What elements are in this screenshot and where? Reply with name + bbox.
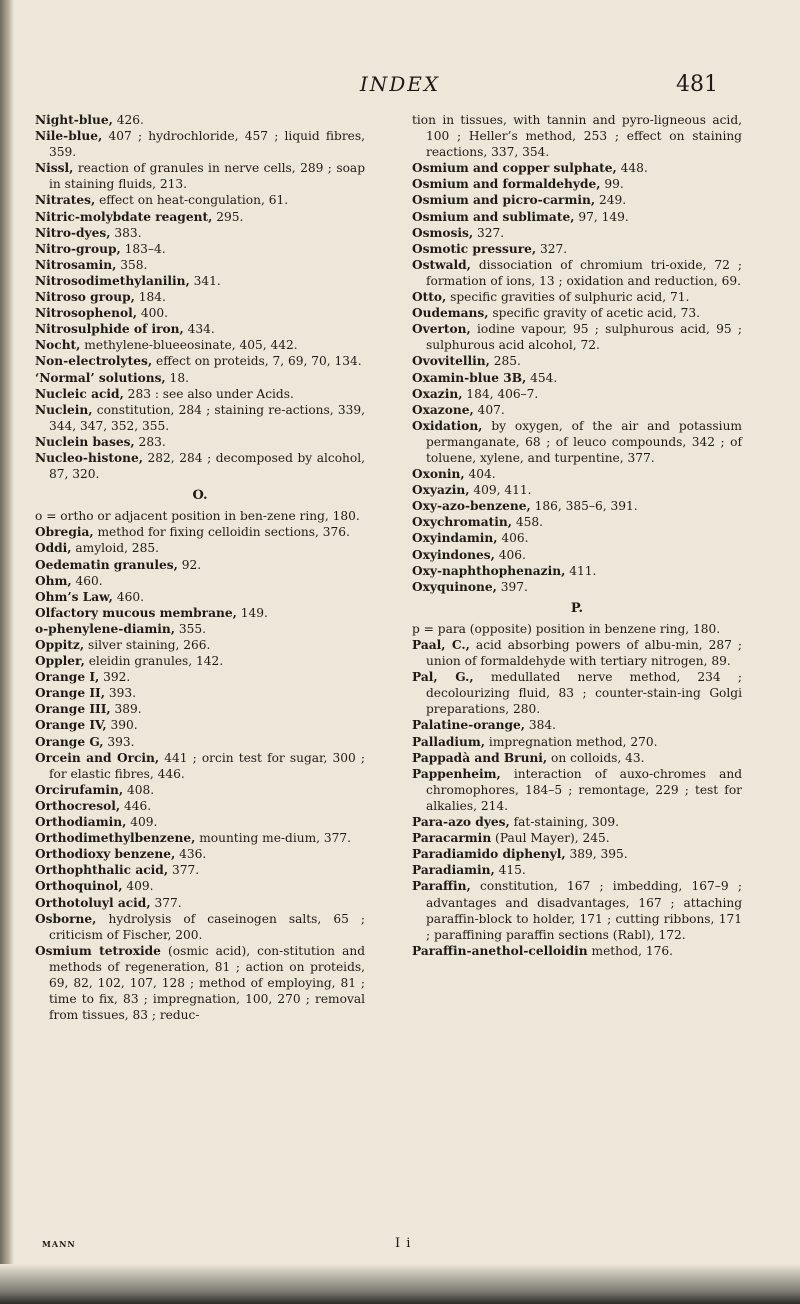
- index-term: Night-blue,: [35, 113, 113, 127]
- index-entry: [35, 209, 365, 225]
- index-references: 377.: [150, 895, 182, 910]
- index-references: effect on heat-congulation, 61.: [95, 193, 289, 208]
- index-term: Non-electrolytes,: [35, 354, 153, 369]
- index-entry: [35, 878, 365, 894]
- index-references: 404.: [464, 467, 496, 482]
- index-entry: [35, 192, 365, 208]
- index-term: Oedematin granules,: [35, 557, 178, 572]
- gathering-mark: I i: [395, 1236, 412, 1251]
- index-entry: [412, 734, 742, 750]
- index-references: specific gravities of sulphuric acid, 71.: [446, 290, 690, 305]
- index-term: Paraffin,: [412, 879, 471, 894]
- index-entry: [35, 685, 365, 701]
- index-entry: [35, 621, 365, 637]
- index-entry: [412, 766, 742, 814]
- index-entry: [412, 750, 742, 766]
- index-references: o = ortho or adjacent position in ben-zene ring, 180.: [35, 509, 360, 524]
- index-references: on colloids, 43.: [547, 750, 645, 765]
- index-entry: [412, 862, 742, 878]
- index-term: Orange I,: [35, 670, 100, 685]
- index-term: Otto,: [412, 290, 447, 305]
- index-term: Orange IV,: [35, 718, 107, 733]
- index-entry: [35, 241, 365, 257]
- index-term: Orcirufamin,: [35, 782, 124, 797]
- index-term: Olfactory mucous membrane,: [35, 605, 237, 620]
- index-letter-heading: O.: [192, 488, 208, 504]
- index-references: 397.: [496, 579, 528, 594]
- index-term: Nitro-group,: [35, 241, 121, 256]
- index-term: Oudemans,: [412, 306, 489, 321]
- index-term: Osmium and copper sulphate,: [412, 161, 617, 176]
- page-number: 481: [676, 72, 718, 97]
- index-term: Orange III,: [35, 702, 111, 717]
- index-references: 407.: [473, 402, 505, 417]
- index-references: interaction of auxo-chromes and chromophores, 184–5 ; remontage, 229 ; test for alkalies, 214.: [426, 766, 742, 813]
- index-term: Paradiamin,: [412, 863, 495, 878]
- index-references: 377.: [168, 863, 200, 878]
- index-entry: [35, 337, 365, 353]
- index-term: Paal, C.,: [412, 638, 470, 652]
- index-term: Orthotoluyl acid,: [35, 895, 151, 910]
- index-term: Nucleic acid,: [35, 386, 124, 401]
- index-entry: [35, 508, 365, 524]
- index-entry: [412, 514, 742, 530]
- index-term: Oxy-naphthophenazin,: [412, 563, 566, 578]
- index-term: Orthophthalic acid,: [35, 863, 169, 878]
- index-entry: [35, 557, 365, 573]
- index-entry: [412, 241, 742, 257]
- index-term: Ovovitellin,: [412, 354, 490, 369]
- index-term: Pappadà and Bruni,: [412, 750, 548, 765]
- index-references: constitution, 284 ; staining re-actions, 339, 344, 347, 352, 355.: [49, 402, 365, 433]
- index-term: Nucleo-histone,: [35, 450, 143, 465]
- index-entry: [412, 225, 742, 241]
- index-references: 18.: [165, 370, 189, 385]
- index-entry: [35, 386, 365, 402]
- index-term: Paracarmin: [412, 831, 492, 846]
- index-term: Nitrosodimethylanilin,: [35, 273, 190, 288]
- index-references: 149.: [236, 605, 268, 620]
- index-term: Ostwald,: [412, 257, 471, 272]
- page-header: [0, 72, 800, 102]
- index-entry: [35, 257, 365, 273]
- index-references: effect on proteids, 7, 69, 70, 134.: [152, 354, 362, 369]
- index-references: 341.: [189, 273, 221, 288]
- index-entry: [412, 637, 742, 669]
- index-entry: [412, 943, 742, 959]
- index-entry: [412, 112, 742, 160]
- index-references: 441 ; orcin test for sugar, 300 ; for elastic fibres, 446.: [49, 750, 365, 781]
- index-term: Oxonin,: [412, 467, 465, 482]
- index-references: (osmic acid), con-stitution and methods of regeneration, 81 ; action on proteids, 69, 82, 102, 107, 128 ; method of employing, 81 ; time to fix, 83 ; impregnation, 100, 270 ; removal from tissues, 83 ; reduc-: [49, 943, 365, 1023]
- index-entry: [35, 734, 365, 750]
- index-entry: [412, 846, 742, 862]
- index-entry: [35, 434, 365, 450]
- index-references: fat-staining, 309.: [509, 815, 620, 830]
- index-entry: [35, 750, 365, 782]
- index-references: constitution, 167 ; imbedding, 167–9 ; advantages and disadvantages, 167 ; attaching paraffin-block to holder, 171 ; cutting ribbons, 171 ; paraffining paraffin sections (Rabl), 172.: [426, 879, 742, 942]
- index-references: methylene-blueeosinate, 405, 442.: [80, 338, 298, 353]
- index-entry: [35, 717, 365, 733]
- index-entry: [412, 176, 742, 192]
- index-term: Oxazone,: [412, 402, 474, 417]
- index-references: 409, 411.: [469, 483, 532, 498]
- index-entry: [35, 943, 365, 1023]
- index-references: 355.: [175, 621, 207, 636]
- index-references: 383.: [110, 225, 142, 240]
- index-entry: [35, 895, 365, 911]
- index-references: method for fixing celloidin sections, 376.: [93, 525, 350, 540]
- index-entry: [412, 353, 742, 369]
- index-entry: [412, 321, 742, 353]
- index-references: 358.: [116, 257, 148, 272]
- index-entry: [35, 814, 365, 830]
- index-term: Ohm’s Law,: [35, 589, 113, 604]
- index-term: Oxy-azo-benzene,: [412, 499, 531, 514]
- index-entry: [412, 257, 742, 289]
- index-term: Orthocresol,: [35, 798, 121, 813]
- index-references: 392.: [99, 670, 131, 685]
- index-term: Osborne,: [35, 911, 97, 926]
- index-term: Pal, G.,: [412, 670, 474, 685]
- index-references: p = para (opposite) position in benzene ring, 180.: [412, 621, 721, 636]
- index-term: Oxamin-blue 3B,: [412, 370, 527, 385]
- index-references: 99.: [600, 177, 624, 192]
- index-entry: [35, 782, 365, 798]
- index-term: Orthodioxy benzene,: [35, 847, 176, 862]
- index-references: 249.: [595, 193, 627, 208]
- index-term: Nitrates,: [35, 193, 96, 208]
- index-term: Oxazin,: [412, 386, 463, 401]
- index-entry: [35, 911, 365, 943]
- index-references: 327.: [536, 241, 568, 256]
- index-entry: [412, 563, 742, 579]
- index-references: 409.: [126, 815, 158, 830]
- index-entry: [35, 402, 365, 434]
- index-entry: [412, 878, 742, 942]
- index-references: 389, 395.: [565, 847, 628, 862]
- index-term: Oxidation,: [412, 418, 483, 433]
- index-entry: [412, 370, 742, 386]
- index-references: eleidin granules, 142.: [84, 654, 224, 669]
- index-term: Palladium,: [412, 734, 486, 749]
- index-references: medullated nerve method, 234 ; decolourizing fluid, 83 ; counter-stain-ing Golgi preparations, 280.: [426, 670, 742, 717]
- index-references: 393.: [103, 734, 135, 749]
- index-references: 407 ; hydrochloride, 457 ; liquid fibres, 359.: [49, 129, 365, 160]
- index-term: Nitrosamin,: [35, 257, 117, 272]
- index-term: Overton,: [412, 322, 471, 337]
- index-entry: [412, 160, 742, 176]
- index-references: 415.: [494, 863, 526, 878]
- index-entry: [35, 305, 365, 321]
- index-references: dissociation of chromium tri-oxide, 72 ; formation of ions, 13 ; oxidation and reduction, 69.: [426, 257, 742, 288]
- index-references: acid absorbing powers of albu-min, 287 ; union of formaldehyde with tertiary nitrogen, 89.: [426, 638, 743, 669]
- index-term: Oxyquinone,: [412, 579, 497, 594]
- index-entry: [412, 209, 742, 225]
- index-entry: [412, 192, 742, 208]
- index-references: 434.: [183, 322, 215, 337]
- index-references: 426.: [112, 113, 144, 127]
- index-references: mounting me-dium, 377.: [195, 831, 352, 846]
- index-references: 436.: [175, 847, 207, 862]
- index-references: reaction of granules in nerve cells, 289 ; soap in staining fluids, 213.: [49, 161, 365, 192]
- index-entry: [412, 498, 742, 514]
- index-references: method, 176.: [587, 943, 674, 958]
- index-references: impregnation method, 270.: [485, 734, 658, 749]
- index-term: Orthoquinol,: [35, 879, 123, 894]
- index-entry: [412, 482, 742, 498]
- index-references: 390.: [106, 718, 138, 733]
- index-term: Orthodimethylbenzene,: [35, 831, 196, 846]
- index-term: Oxyindones,: [412, 547, 495, 562]
- index-term: ‘Normal’ solutions,: [35, 370, 166, 385]
- index-entry: [35, 353, 365, 369]
- index-entry: [412, 579, 742, 595]
- index-entry: [35, 273, 365, 289]
- index-references: 406.: [494, 547, 526, 562]
- index-entry: [412, 402, 742, 418]
- index-references: 97, 149.: [574, 209, 629, 224]
- index-term: Osmium and picro-carmin,: [412, 193, 596, 208]
- index-term: Nitroso group,: [35, 290, 135, 305]
- index-entry: [35, 589, 365, 605]
- index-references: 446.: [120, 798, 152, 813]
- index-entry: [35, 862, 365, 878]
- index-references: (Paul Mayer), 245.: [491, 831, 610, 846]
- index-entry: [35, 321, 365, 337]
- index-references: 186, 385–6, 391.: [530, 499, 638, 514]
- index-term: Nitrosophenol,: [35, 306, 137, 321]
- index-references: 285.: [489, 354, 521, 369]
- index-entry: [412, 547, 742, 563]
- index-references: tion in tissues, with tannin and pyro-ligneous acid, 100 ; Heller’s method, 253 ; effect on staining reactions, 337, 354.: [412, 113, 742, 160]
- index-term: Osmium and formaldehyde,: [412, 177, 601, 192]
- index-entry: [35, 669, 365, 685]
- running-title: INDEX: [359, 72, 441, 96]
- index-entry: [35, 846, 365, 862]
- index-term: Osmium tetroxide: [35, 943, 161, 958]
- index-term: Nitro-dyes,: [35, 225, 111, 240]
- index-entry: [412, 621, 742, 637]
- index-term: Orange II,: [35, 686, 105, 701]
- index-term: Para-azo dyes,: [412, 815, 510, 830]
- index-references: 411.: [565, 563, 597, 578]
- index-entry: [35, 605, 365, 621]
- index-entry: [412, 814, 742, 830]
- index-entry: [35, 653, 365, 669]
- index-references: 295.: [212, 209, 244, 224]
- index-references: 460.: [71, 573, 103, 588]
- index-column-left: [35, 112, 365, 1023]
- index-entry: [35, 225, 365, 241]
- index-entry: [412, 386, 742, 402]
- index-references: silver staining, 266.: [84, 638, 211, 652]
- index-entry: [35, 112, 365, 128]
- index-entry: [35, 540, 365, 556]
- index-term: o-phenylene-diamin,: [35, 621, 176, 636]
- index-term: Orange G,: [35, 734, 104, 749]
- index-references: amyloid, 285.: [71, 541, 159, 556]
- index-references: 409.: [122, 879, 154, 894]
- index-column-right: [412, 112, 742, 959]
- index-entry: [35, 573, 365, 589]
- book-spine-shadow: [0, 0, 14, 1304]
- index-references: 460.: [112, 589, 144, 604]
- index-references: 406.: [497, 531, 529, 546]
- index-term: Palatine-orange,: [412, 718, 526, 733]
- index-term: Obregia,: [35, 525, 94, 540]
- index-entry: [35, 798, 365, 814]
- index-term: Oppitz,: [35, 638, 85, 652]
- index-entry: [412, 669, 742, 717]
- index-entry: [35, 370, 365, 386]
- index-term: Ohm,: [35, 573, 72, 588]
- index-references: 283 : see also under Acids.: [123, 386, 294, 401]
- index-references: 92.: [177, 557, 202, 572]
- index-references: 384.: [525, 718, 557, 733]
- index-entry: [412, 830, 742, 846]
- index-term: Paradiamido diphenyl,: [412, 847, 566, 862]
- index-term: Pappenheim,: [412, 766, 501, 781]
- index-term: Nuclein bases,: [35, 434, 135, 449]
- index-entry: [35, 289, 365, 305]
- index-term: Osmotic pressure,: [412, 241, 537, 256]
- index-term: Oxyindamin,: [412, 531, 498, 546]
- index-entry: [35, 450, 365, 482]
- index-term: Nocht,: [35, 338, 81, 353]
- index-term: Osmosis,: [412, 225, 474, 240]
- index-entry: [412, 418, 742, 466]
- index-references: specific gravity of acetic acid, 73.: [488, 306, 700, 321]
- index-term: Orcein and Orcin,: [35, 750, 160, 765]
- index-term: Oxychromatin,: [412, 515, 512, 530]
- index-entry: [412, 717, 742, 733]
- index-references: 184.: [134, 290, 166, 305]
- index-entry: [412, 305, 742, 321]
- index-entry: [35, 128, 365, 160]
- index-references: 327.: [473, 225, 505, 240]
- index-term: Orthodiamin,: [35, 815, 127, 830]
- index-entry: [412, 289, 742, 305]
- printer-signature: MANN: [42, 1239, 76, 1249]
- index-references: 184, 406–7.: [462, 386, 539, 401]
- index-term: Nuclein,: [35, 402, 93, 417]
- index-references: 283.: [134, 434, 166, 449]
- index-entry: [35, 160, 365, 192]
- index-entry: [35, 637, 365, 653]
- index-letter-heading: P.: [570, 600, 584, 616]
- index-references: 389.: [110, 702, 142, 717]
- index-references: 454.: [526, 370, 558, 385]
- index-term: Nitric-molybdate reagent,: [35, 209, 213, 224]
- index-references: 448.: [616, 161, 648, 176]
- index-term: Oxyazin,: [412, 483, 470, 498]
- index-references: 282, 284 ; decomposed by alcohol, 87, 320.: [49, 450, 365, 482]
- index-term: Nile-blue,: [35, 129, 103, 144]
- index-term: Oppler,: [35, 654, 85, 669]
- index-term: Osmium and sublimate,: [412, 209, 575, 224]
- index-term: Paraffin-anethol-celloidin: [412, 943, 588, 958]
- index-references: 408.: [123, 782, 155, 797]
- index-term: Nitrosulphide of iron,: [35, 322, 184, 337]
- index-references: 400.: [136, 306, 168, 321]
- index-term: Nissl,: [35, 161, 74, 176]
- index-entry: [35, 830, 365, 846]
- index-references: hydrolysis of caseinogen salts, 65 ; criticism of Fischer, 200.: [49, 911, 365, 942]
- index-references: 183–4.: [120, 241, 166, 256]
- page-edge-shadow: [0, 1264, 800, 1304]
- index-entry: [35, 524, 365, 540]
- index-references: iodine vapour, 95 ; sulphurous acid, 95 ; sulphurous acid alcohol, 72.: [426, 322, 742, 353]
- index-term: Oddi,: [35, 541, 72, 556]
- index-references: by oxygen, of the air and potassium permanganate, 68 ; of leuco compounds, 342 ; of toluene, xylene, and turpentine, 377.: [426, 418, 742, 465]
- index-references: 458.: [511, 515, 543, 530]
- index-references: 393.: [104, 686, 136, 701]
- index-entry: [412, 466, 742, 482]
- index-entry: [35, 701, 365, 717]
- index-entry: [412, 530, 742, 546]
